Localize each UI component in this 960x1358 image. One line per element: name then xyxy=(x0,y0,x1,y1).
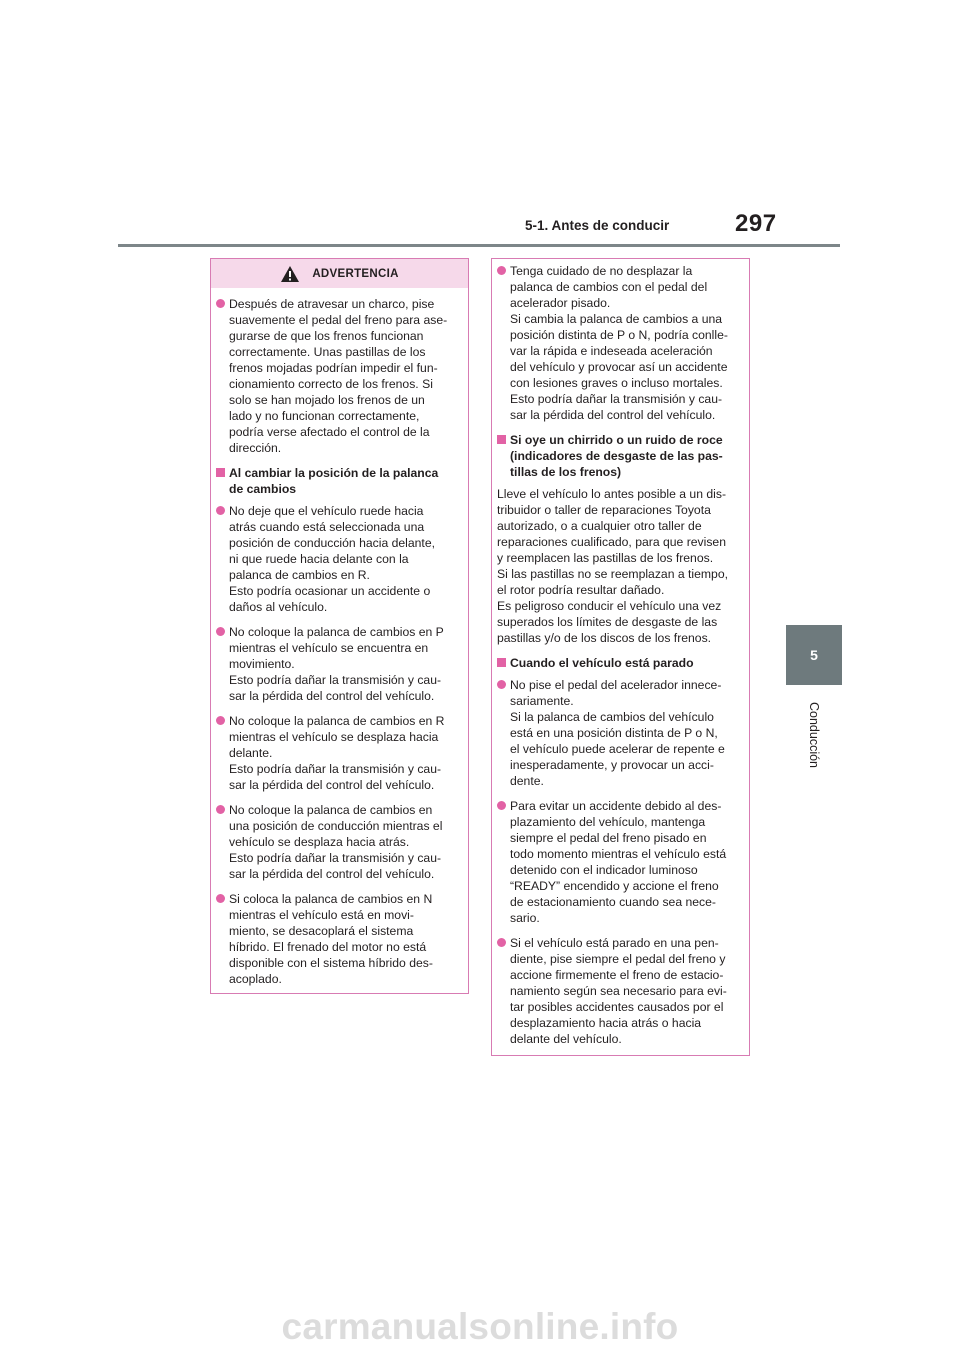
warning-triangle-icon xyxy=(280,265,300,283)
watermark-text: carmanualsonline.info xyxy=(281,1306,679,1347)
square-bullet-icon xyxy=(216,468,225,477)
round-bullet-icon xyxy=(216,805,225,814)
bullet-text: Después de atravesar un charco, pise suavemente el pedal del freno para ase- gurarse de que los frenos funcionan correctamente. Unas pastillas de los frenos mojadas podrían impedir el fun- cionamiento correcto de los frenos. Si solo se han mojado los frenos de un lado y no funcionan correctamente, podría verse afectado el control de la dirección. xyxy=(229,297,448,455)
subheading xyxy=(216,465,461,497)
chapter-name-label: Conducción xyxy=(807,701,822,769)
bullet-item xyxy=(497,263,742,423)
round-bullet-icon xyxy=(216,627,225,636)
continued-box xyxy=(491,258,750,1056)
bullet-text: No coloque la palanca de cambios en P mientras el vehículo se encuentra en movimiento. Esto podría dañar la transmisión y cau- sar la pérdida del control del vehículo. xyxy=(229,625,444,703)
bullet-text: No coloque la palanca de cambios en una posición de conducción mientras el vehículo se desplaza hacia atrás. Esto podría dañar la transmisión y cau- sar la pérdida del control del vehículo. xyxy=(229,803,443,881)
bullet-item xyxy=(216,891,461,987)
warning-header xyxy=(211,259,468,288)
watermark xyxy=(0,1296,960,1358)
paragraph: Lleve el vehículo lo antes posible a un dis- tribuidor o taller de reparaciones Toyota autorizado, o a cualquier otro taller de reparaciones cualificado, para que revisen y reemplacen las pastillas de los frenos. Si las pastillas no se reemplazan a tiempo, el rotor podría resultar dañado. Es peligroso conducir el vehículo una vez superados los límites de desgaste de las pastillas y/o de los discos de los frenos. xyxy=(497,487,729,645)
bullet-item xyxy=(216,802,461,882)
chapter-name xyxy=(786,695,842,775)
header-divider xyxy=(118,244,840,247)
warning-body xyxy=(211,292,468,1002)
subheading xyxy=(497,655,742,671)
subheading-text: Cuando el vehículo está parado xyxy=(510,656,694,670)
round-bullet-icon xyxy=(216,299,225,308)
round-bullet-icon xyxy=(497,266,506,275)
subheading-text: Si oye un chirrido o un ruido de roce (indicadores de desgaste de las pas- tillas de los frenos) xyxy=(510,433,723,479)
bullet-text: No coloque la palanca de cambios en R mientras el vehículo se desplaza hacia delante. Esto podría dañar la transmisión y cau- sar la pérdida del control del vehículo. xyxy=(229,714,445,792)
bullet-item xyxy=(216,503,461,615)
bullet-item xyxy=(497,677,742,789)
continued-body xyxy=(492,259,749,1062)
round-bullet-icon xyxy=(216,716,225,725)
round-bullet-icon xyxy=(216,506,225,515)
bullet-text: No pise el pedal del acelerador innece- sariamente. Si la palanca de cambios del vehículo está en una posición distinta de P o N, el vehículo puede acelerar de repente e inesperadamente, y provocar un acci- dente. xyxy=(510,678,725,788)
round-bullet-icon xyxy=(497,801,506,810)
round-bullet-icon xyxy=(497,680,506,689)
bullet-text: Para evitar un accidente debido al des- plazamiento del vehículo, mantenga siempre el pedal del freno pisado en todo momento mientras el vehículo está detenido con el indicador luminoso “READY” encendido y accione el freno de estacionamiento cuando sea nece- sario. xyxy=(510,799,727,925)
square-bullet-icon xyxy=(497,435,506,444)
page-number: 297 xyxy=(735,210,777,237)
subheading-text: Al cambiar la posición de la palanca de cambios xyxy=(229,466,439,496)
bullet-item xyxy=(216,624,461,704)
subheading xyxy=(497,432,742,480)
bullet-text: Si el vehículo está parado en una pen- diente, pise siempre el pedal del freno y accione firmemente el freno de estacio- namiento según sea necesario para evi- tar posibles accidentes causados por el desplazamiento hacia atrás o hacia delante del vehículo. xyxy=(510,936,727,1046)
warning-title: ADVERTENCIA xyxy=(312,267,399,280)
bullet-item xyxy=(497,935,742,1047)
bullet-text: Tenga cuidado de no desplazar la palanca de cambios con el pedal del acelerador pisado. Si cambia la palanca de cambios a una posición distinta de P o N, podría conlle- var la rápida e indeseada aceleración del vehículo y provocar así un accidente con lesiones graves o incluso mortales. Esto podría dañar la transmisión y cau- sar la pérdida del control del vehículo. xyxy=(510,264,728,422)
round-bullet-icon xyxy=(497,938,506,947)
round-bullet-icon xyxy=(216,894,225,903)
section-title: 5-1. Antes de conducir xyxy=(525,218,670,233)
warning-box xyxy=(210,258,469,994)
bullet-item xyxy=(216,713,461,793)
chapter-number: 5 xyxy=(810,647,818,663)
bullet-item xyxy=(497,798,742,926)
square-bullet-icon xyxy=(497,658,506,667)
bullet-text: No deje que el vehículo ruede hacia atrás cuando está seleccionada una posición de conducción hacia delante, ni que ruede hacia delante con la palanca de cambios en R. Esto podría ocasionar un accidente o daños al vehículo. xyxy=(229,504,435,614)
bullet-text: Si coloca la palanca de cambios en N mientras el vehículo está en movi- miento, se desacoplará el sistema híbrido. El frenado del motor no está disponible con el sistema híbrido des- acoplado. xyxy=(229,892,433,986)
chapter-tab xyxy=(786,625,842,685)
bullet-item xyxy=(216,296,461,456)
